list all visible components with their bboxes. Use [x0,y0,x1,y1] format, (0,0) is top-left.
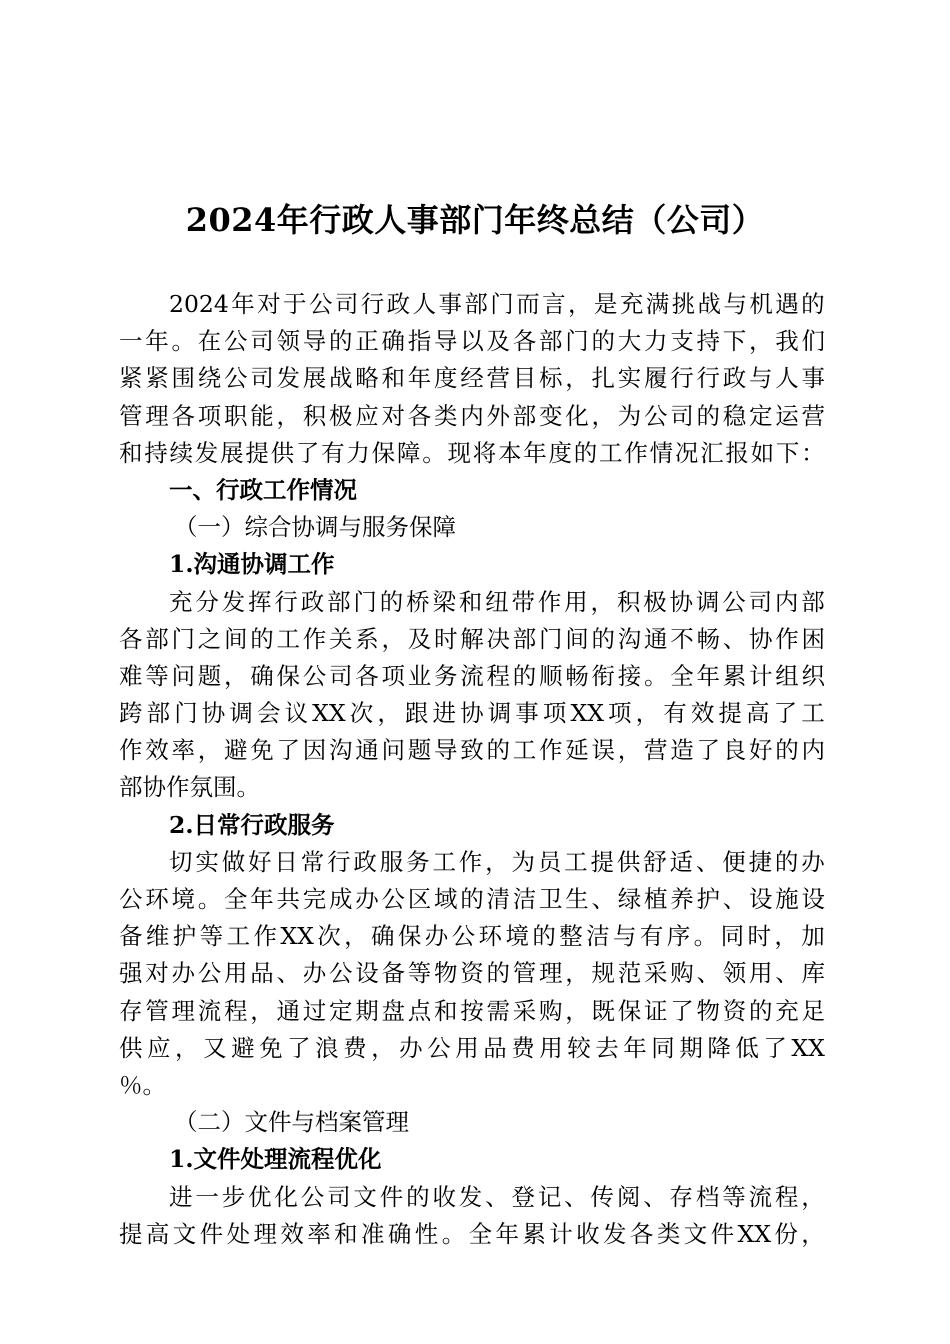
document-title: 2024年行政人事部门年终总结（公司） [185,201,765,239]
paragraph-line: 紧 紧 围 绕 公 司 发 展 战 略 和 年 度 经 营 目 标 ， 扎 实 履 行 行 政 与 人 事 [119,364,825,393]
item-heading: 2.日常行政服务 [169,810,335,839]
paragraph-line: 公 环 境 。 全 年 共 完 成 办 公 区 域 的 清 洁 卫 生 、 绿 植 养 护 、 设 施 设 [119,885,825,913]
item-heading: 1.沟通协调工作 [169,550,335,579]
paragraph-line: 作 效 率 ， 避 免 了 因 沟 通 问 题 导 致 的 工 作 延 误 ， 营 造 了 良 好 的 内 [119,736,825,765]
paragraph-line: ％。 [119,1070,166,1099]
paragraph-line: 强 对 办 公 用 品 、 办 公 设 备 等 物 资 的 管 理 ， 规 范 采 购 、 领 用 、 库 [119,959,825,988]
paragraph-line: 管 理 各 项 职 能 ， 积 极 应 对 各 类 内 外 部 变 化 ， 为 公 司 的 稳 定 运 营 [119,401,825,430]
section-heading: 一、行政工作情况 [169,475,357,504]
paragraph-line: 一 年 。 在 公 司 领 导 的 正 确 指 导 以 及 各 部 门 的 大 力 支 持 下 ， 我 们 [119,327,825,356]
paragraph-line: 充 分 发 挥 行 政 部 门 的 桥 梁 和 纽 带 作 用 ， 积 极 协 调 公 司 内 部 [169,587,825,616]
paragraph-line: 2024 年 对 于 公 司 行 政 人 事 部 门 而 言 ， 是 充 满 挑 战 与 机 遇 的 [169,290,825,318]
paragraph-line: 切 实 做 好 日 常 行 政 服 务 工 作 ， 为 员 工 提 供 舒 适 、 便 捷 的 办 [169,847,825,876]
document-body [119,286,825,1253]
paragraph-line: 和 持 续 发 展 提 供 了 有 力 保 障 。 现 将 本 年 度 的 工 作 情 况 汇 报 如 下 ： [119,438,825,467]
paragraph-line: 难 等 问 题 ， 确 保 公 司 各 项 业 务 流 程 的 顺 畅 衔 接 。 全 年 累 计 组 织 [119,661,825,690]
paragraph-line: 提 高 文 件 处 理 效 率 和 准 确 性 。 全 年 累 计 收 发 各 类 文 件 XX 份 ， [119,1219,825,1248]
paragraph-line: 存 管 理 流 程 ， 通 过 定 期 盘 点 和 按 需 采 购 ， 既 保 证 了 物 资 的 充 足 [119,996,825,1025]
paragraph-line: 部协作氛围。 [119,773,260,802]
paragraph-line: 进 一 步 优 化 公 司 文 件 的 收 发 、 登 记 、 传 阅 、 存 档 等 流 程 ， [169,1182,825,1211]
paragraph-line: 供 应 ， 又 避 免 了 浪 费 ， 办 公 用 品 费 用 较 去 年 同 期 降 低 了 XX [119,1033,825,1062]
subsection-heading: （二）文件与档案管理 [174,1108,409,1137]
paragraph-line: 跨 部 门 协 调 会 议 XX 次 ， 跟 进 协 调 事 项 XX 项 ， 有 效 提 高 了 工 [119,699,825,728]
subsection-heading: （一）综合协调与服务保障 [174,513,456,542]
item-heading: 1.文件处理流程优化 [169,1145,382,1174]
paragraph-line: 各 部 门 之 间 的 工 作 关 系 ， 及 时 解 决 部 门 间 的 沟 通 不 畅 、 协 作 困 [119,624,825,653]
paragraph-line: 备 维 护 等 工 作 XX 次 ， 确 保 办 公 环 境 的 整 洁 与 有 序 。 同 时 ， 加 [119,922,825,951]
